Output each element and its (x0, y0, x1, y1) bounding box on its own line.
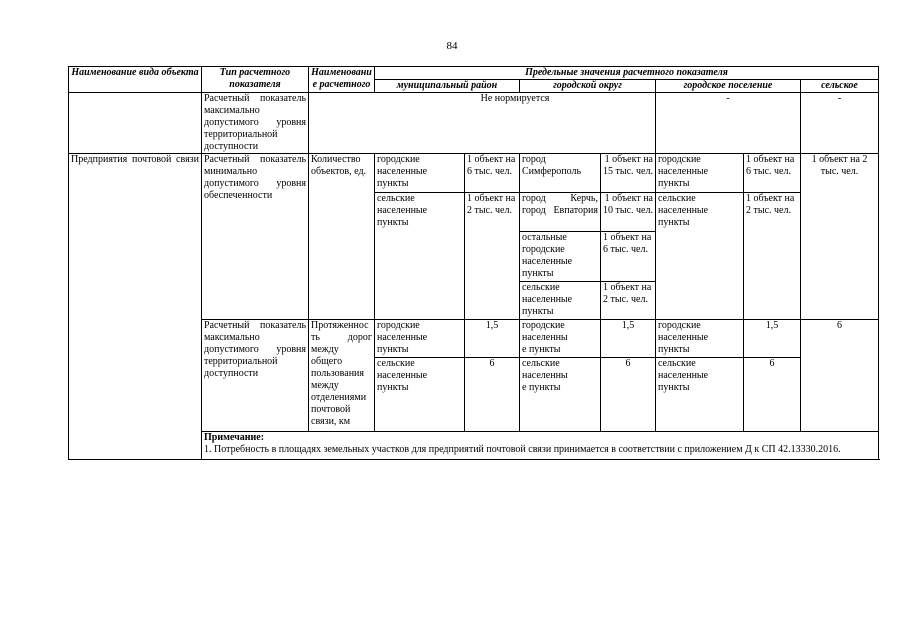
rural-postal-value: 1 объект на 2 тыс. чел. (801, 154, 879, 320)
cd-urban-distance-label: городские населенные пункты (520, 320, 601, 358)
md-urban-distance-value: 1,5 (465, 320, 520, 358)
note-title: Примечание: (204, 432, 265, 443)
cd-simferopol-label: город Симферополь (520, 154, 601, 193)
header-indicator-name: Наименовани е расчетного (309, 67, 375, 93)
header-limit-values: Предельные значения расчетного показателя (375, 67, 879, 80)
md-rural-distance-label: сельские населенные пункты (375, 358, 465, 432)
header-city-district: городской округ (520, 80, 656, 93)
cd-rural-distance-value: 6 (601, 358, 656, 432)
md-urban-distance-label: городские населенные пункты (375, 320, 465, 358)
us-rural-value: 1 объект на 2 тыс. чел. (744, 193, 801, 320)
header-rural: сельское (801, 80, 879, 93)
distance-indicator-name: Протяженность дорог между общего пользования между отделениями почтовой связи, км (309, 320, 375, 432)
not-normalized-text: Не нормируется (480, 93, 550, 104)
page-number: 84 (446, 40, 458, 52)
standards-table (68, 66, 879, 460)
postal-object: Предприятия почтовой связи (69, 154, 202, 460)
note-text: 1. Потребность в площадях земельных участков для предприятий почтовой связи принимается в соответствии с приложением Д к СП 42.13330.2016. (204, 444, 841, 455)
access-not-normalized (309, 93, 656, 154)
cd-kerch-value: 1 объект на 10 тыс. чел. (601, 193, 656, 232)
distance-indicator-type: Расчетный показатель максимально допустимого уровня территориальной доступности (202, 320, 309, 432)
note-cell (202, 432, 879, 460)
postal-indicator-type: Расчетный показатель минимально допустимого уровня обеспеченности (202, 154, 309, 320)
access-indicator-type: Расчетный показатель максимально допустимого уровня территориальной доступности (202, 93, 309, 154)
cd-urban-distance-value: 1,5 (601, 320, 656, 358)
cd-other-label: остальные городские населенные пункты (520, 232, 601, 282)
postal-indicator-name: Количество объектов, ед. (309, 154, 375, 320)
us-urban-label: городские населенные пункты (656, 154, 744, 193)
cd-rural-distance-label: сельские населенные пункты (520, 358, 601, 432)
md-rural-label: сельские населенные пункты (375, 193, 465, 320)
us-rural-distance-label: сельские населенные пункты (656, 358, 744, 432)
us-rural-label: сельские населенные пункты (656, 193, 744, 320)
us-urban-distance-label: городские населенные пункты (656, 320, 744, 358)
md-rural-distance-value: 6 (465, 358, 520, 432)
access-rural-value: - (801, 93, 879, 154)
cd-other-value: 1 объект на 6 тыс. чел. (601, 232, 656, 282)
us-urban-value: 1 объект на 6 тыс. чел. (744, 154, 801, 193)
cd-kerch-label: город Керчь, город Евпатория (520, 193, 601, 232)
us-rural-distance-value: 6 (744, 358, 801, 432)
cd-rural-label: сельские населенные пункты (520, 282, 601, 320)
header-urban-settlement: городское поселение (656, 80, 801, 93)
us-urban-distance-value: 1,5 (744, 320, 801, 358)
rural-distance-value: 6 (801, 320, 879, 432)
md-rural-value: 1 объект на 2 тыс. чел. (465, 193, 520, 320)
cd-simferopol-value: 1 объект на 15 тыс. чел. (601, 154, 656, 193)
header-municipal-district: муниципальный район (375, 80, 520, 93)
md-urban-value: 1 объект на 6 тыс. чел. (465, 154, 520, 193)
header-indicator-type: Тип расчетного показателя (202, 67, 309, 93)
access-object-cell (69, 93, 202, 154)
cd-rural-value: 1 объект на 2 тыс. чел. (601, 282, 656, 320)
header-object-type: Наименование вида объекта (69, 67, 202, 93)
md-urban-label: городские населенные пункты (375, 154, 465, 193)
access-urban-settlement-value: - (656, 93, 801, 154)
